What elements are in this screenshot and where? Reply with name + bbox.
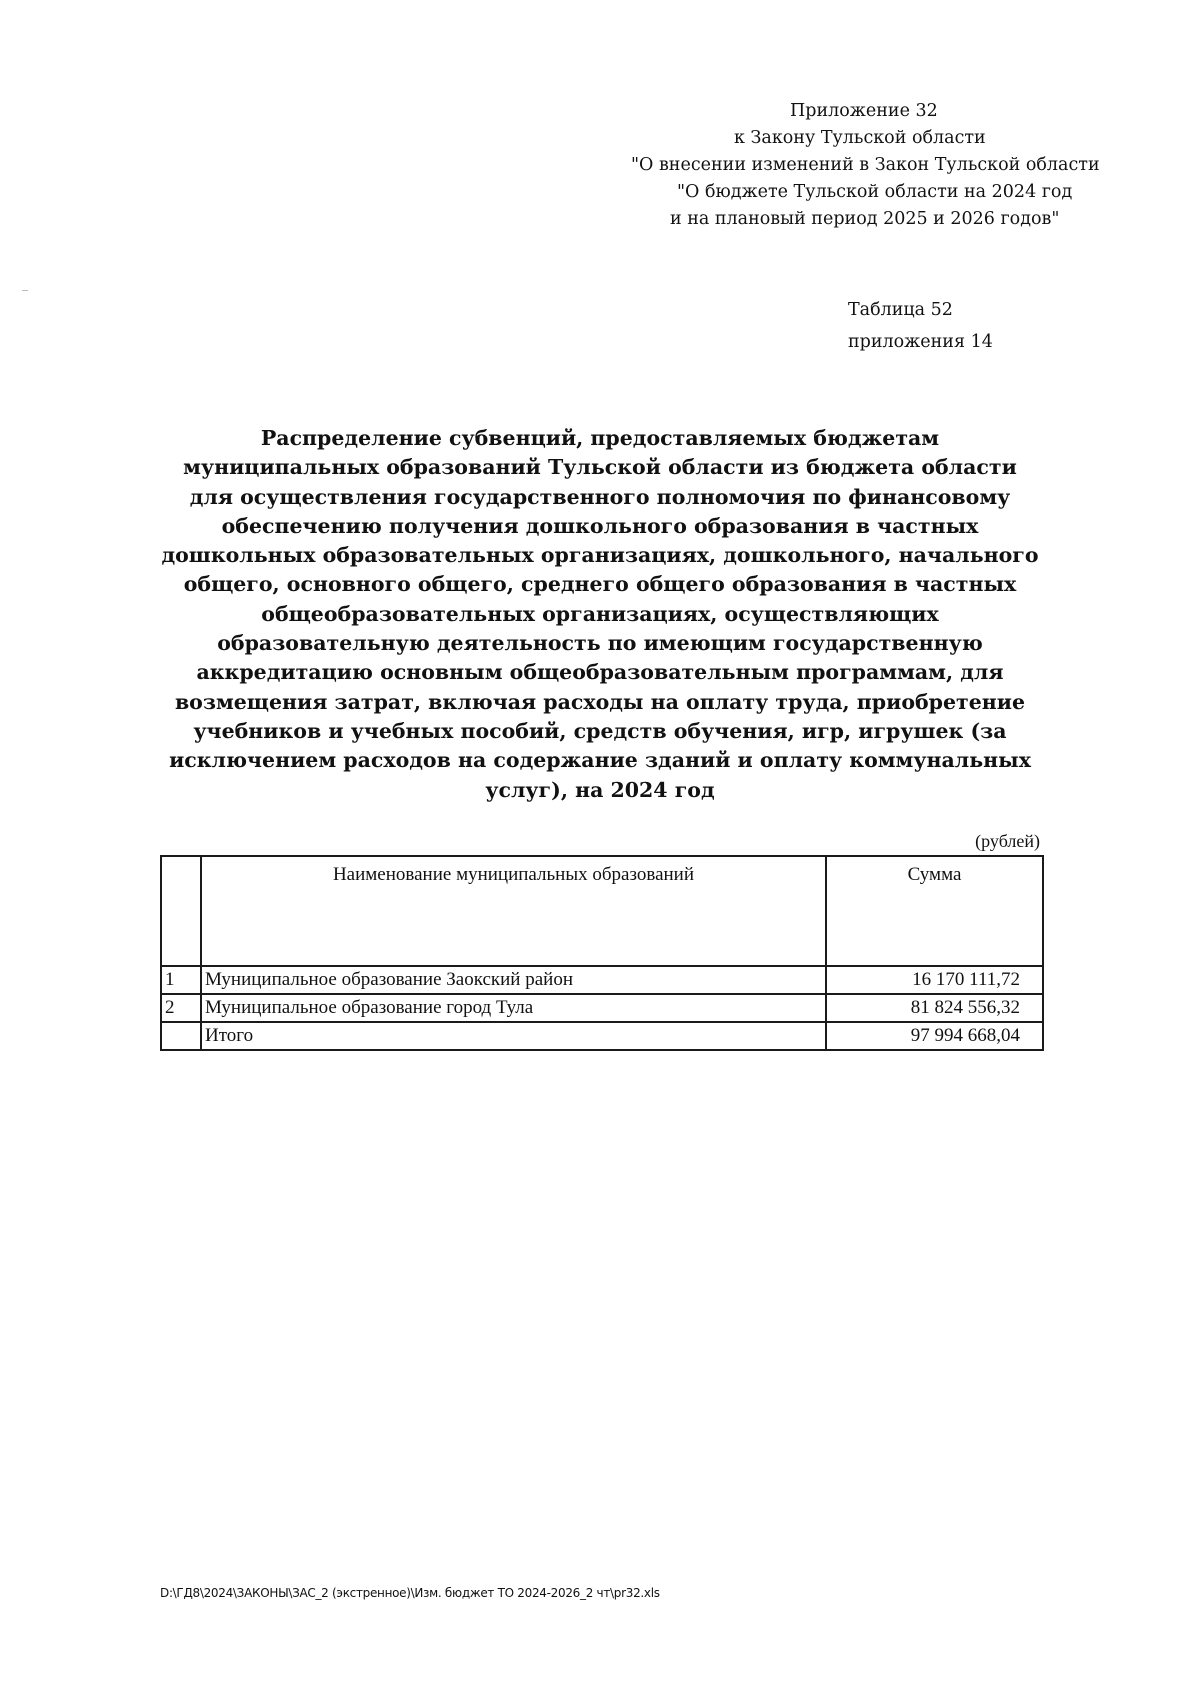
appendix-reference: приложения 14 bbox=[848, 332, 993, 352]
row-sum: 16 170 111,72 bbox=[826, 966, 1043, 994]
row-name: Итого bbox=[201, 1022, 826, 1050]
appendix-number: Приложение 32 bbox=[790, 101, 938, 121]
file-path-footer: D:\ГД8\2024\ЗАКОНЫ\ЗАС_2 (экстренное)\Изм. бюджет ТО 2024-2026_2 чт\pr32.xls bbox=[160, 1586, 660, 1600]
row-name: Муниципальное образование город Тула bbox=[201, 994, 826, 1022]
row-num: 1 bbox=[161, 966, 201, 994]
appendix-law-title-1: "О внесении изменений в Закон Тульской области bbox=[631, 155, 1100, 175]
row-num: 2 bbox=[161, 994, 201, 1022]
table-reference bbox=[848, 294, 993, 358]
row-name: Муниципальное образование Заокский район bbox=[201, 966, 826, 994]
scan-artifact bbox=[22, 290, 28, 291]
row-sum: 97 994 668,04 bbox=[826, 1022, 1043, 1050]
row-sum: 81 824 556,32 bbox=[826, 994, 1043, 1022]
table-row bbox=[161, 994, 1043, 1022]
header-sum: Сумма bbox=[826, 856, 1043, 966]
appendix-header bbox=[560, 98, 1100, 233]
row-num bbox=[161, 1022, 201, 1050]
table-header-row bbox=[161, 856, 1043, 966]
distribution-table bbox=[160, 855, 1044, 1051]
appendix-law-ref: к Закону Тульской области bbox=[734, 128, 986, 148]
table-row bbox=[161, 966, 1043, 994]
appendix-law-title-3: и на плановый период 2025 и 2026 годов" bbox=[670, 209, 1060, 229]
table-number: Таблица 52 bbox=[848, 300, 953, 320]
document-title: Распределение субвенций, предоставляемых бюджетам муниципальных образований Тульской области из бюджета области для осуществления государственного полномочия по финансовому обеспечению получения дошкольного образования в частных дошкольных образовательных организациях, дошкольного, начального общего, основного общего, среднего общего образования в частных общеобразовательных организациях, осуществляющих образовательную деятельность по имеющим государственную аккредитацию основным общеобразовательным программам, для возмещения затрат, включая расходы на оплату труда, приобретение учебников и учебных пособий, средств обучения, игр, игрушек (за исключением расходов на содержание зданий и оплату коммунальных услуг), на 2024 год bbox=[161, 426, 1039, 802]
header-num bbox=[161, 856, 201, 966]
header-name: Наименование муниципальных образований bbox=[201, 856, 826, 966]
units-label: (рублей) bbox=[975, 831, 1040, 851]
appendix-law-title-2: "О бюджете Тульской области на 2024 год bbox=[677, 182, 1073, 202]
table-total-row bbox=[161, 1022, 1043, 1050]
